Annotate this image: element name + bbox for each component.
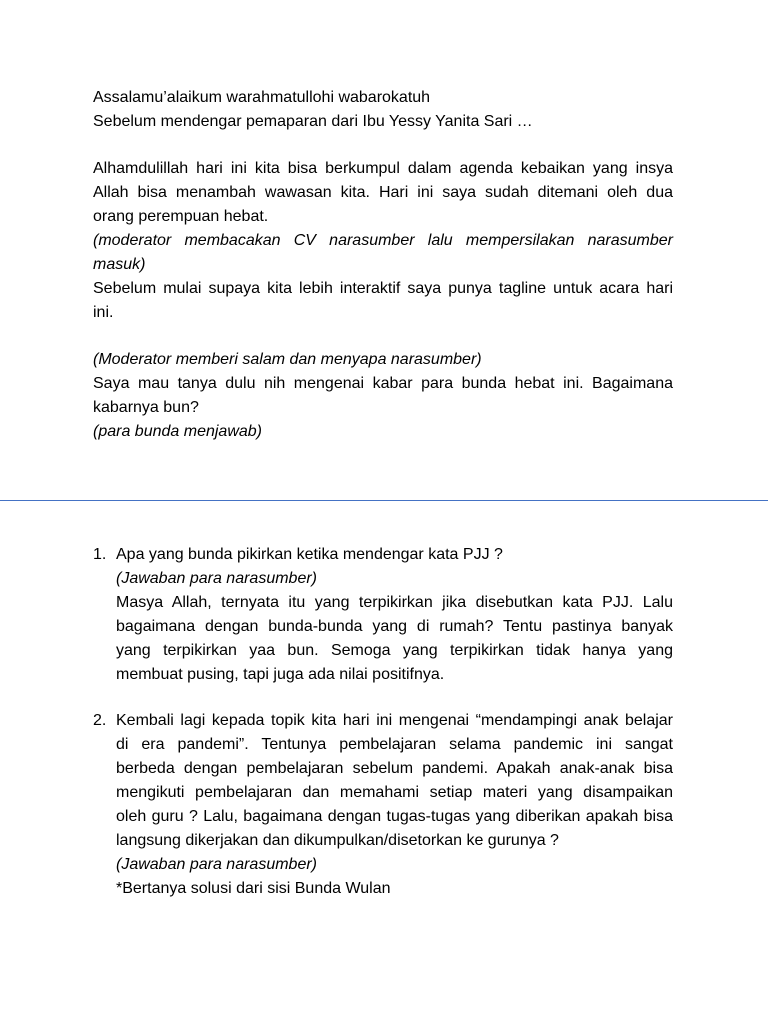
stage-note: (Jawaban para narasumber) <box>116 570 317 587</box>
question-line: Kembali lagi kepada topik kita hari ini mengenai “mendampingi anak belajar <box>116 712 673 729</box>
list-number: 2. <box>93 712 107 729</box>
paragraph-line: kabarnya bun? <box>93 399 199 416</box>
question-line: mengikuti pembelajaran dan memahami setiap materi yang disampaikan <box>116 784 673 801</box>
stage-note: (Moderator memberi salam dan menyapa narasumber) <box>93 351 482 368</box>
paragraph-line: Saya mau tanya dulu nih mengenai kabar para bunda hebat ini. Bagaimana <box>93 375 673 392</box>
stage-note: (moderator membacakan CV narasumber lalu mempersilakan narasumber <box>93 232 673 249</box>
list-number: 1. <box>93 546 107 563</box>
greeting: Assalamu’alaikum warahmatullohi wabarokatuh <box>93 89 431 106</box>
intro-section <box>93 86 673 134</box>
stage-note: (para bunda menjawab) <box>93 423 262 440</box>
list-item <box>93 709 673 909</box>
question-body <box>116 543 673 687</box>
stage-note: masuk) <box>93 256 146 273</box>
paragraph-line: ini. <box>93 304 114 321</box>
section-divider <box>0 500 768 501</box>
follow-up-line: yang terpikirkan yaa bun. Semoga yang terpikirkan tidak hanya yang <box>116 642 673 659</box>
list-item <box>93 543 673 693</box>
before-line: Sebelum mendengar pemaparan dari Ibu Yessy Yanita Sari … <box>93 113 533 130</box>
question-line: Apa yang bunda pikirkan ketika mendengar kata PJJ ? <box>116 546 503 563</box>
question-line: oleh guru ? Lalu, bagaimana dengan tugas-tugas yang diberikan apakah bisa <box>116 808 673 825</box>
paragraph-line: orang perempuan hebat. <box>93 208 269 225</box>
question-line: langsung dikerjakan dan dikumpulkan/disetorkan ke gurunya ? <box>116 832 559 849</box>
question-line: di era pandemi”. Tentunya pembelajaran selama pandemic ini sangat <box>116 736 673 753</box>
follow-up-line: bagaimana dengan bunda-bunda yang di rumah? Tentu pastinya banyak <box>116 618 673 635</box>
follow-up-line: *Bertanya solusi dari sisi Bunda Wulan <box>116 880 391 897</box>
intro-paragraph <box>93 157 673 325</box>
question-line: berbeda dengan pembelajaran sebelum pandemi. Apakah anak-anak bisa <box>116 760 673 777</box>
paragraph-line: Sebelum mulai supaya kita lebih interaktif saya punya tagline untuk acara hari <box>93 280 673 297</box>
paragraph-line: Allah bisa menambah wawasan kita. Hari ini saya sudah ditemani oleh dua <box>93 184 673 201</box>
follow-up-line: Masya Allah, ternyata itu yang terpikirkan jika disebutkan kata PJJ. Lalu <box>116 594 673 611</box>
greeting-section <box>93 348 673 444</box>
question-body <box>116 709 673 901</box>
stage-note: (Jawaban para narasumber) <box>116 856 317 873</box>
follow-up-line: membuat pusing, tapi juga ada nilai positifnya. <box>116 666 445 683</box>
paragraph-line: Alhamdulillah hari ini kita bisa berkumpul dalam agenda kebaikan yang insya <box>93 160 673 177</box>
